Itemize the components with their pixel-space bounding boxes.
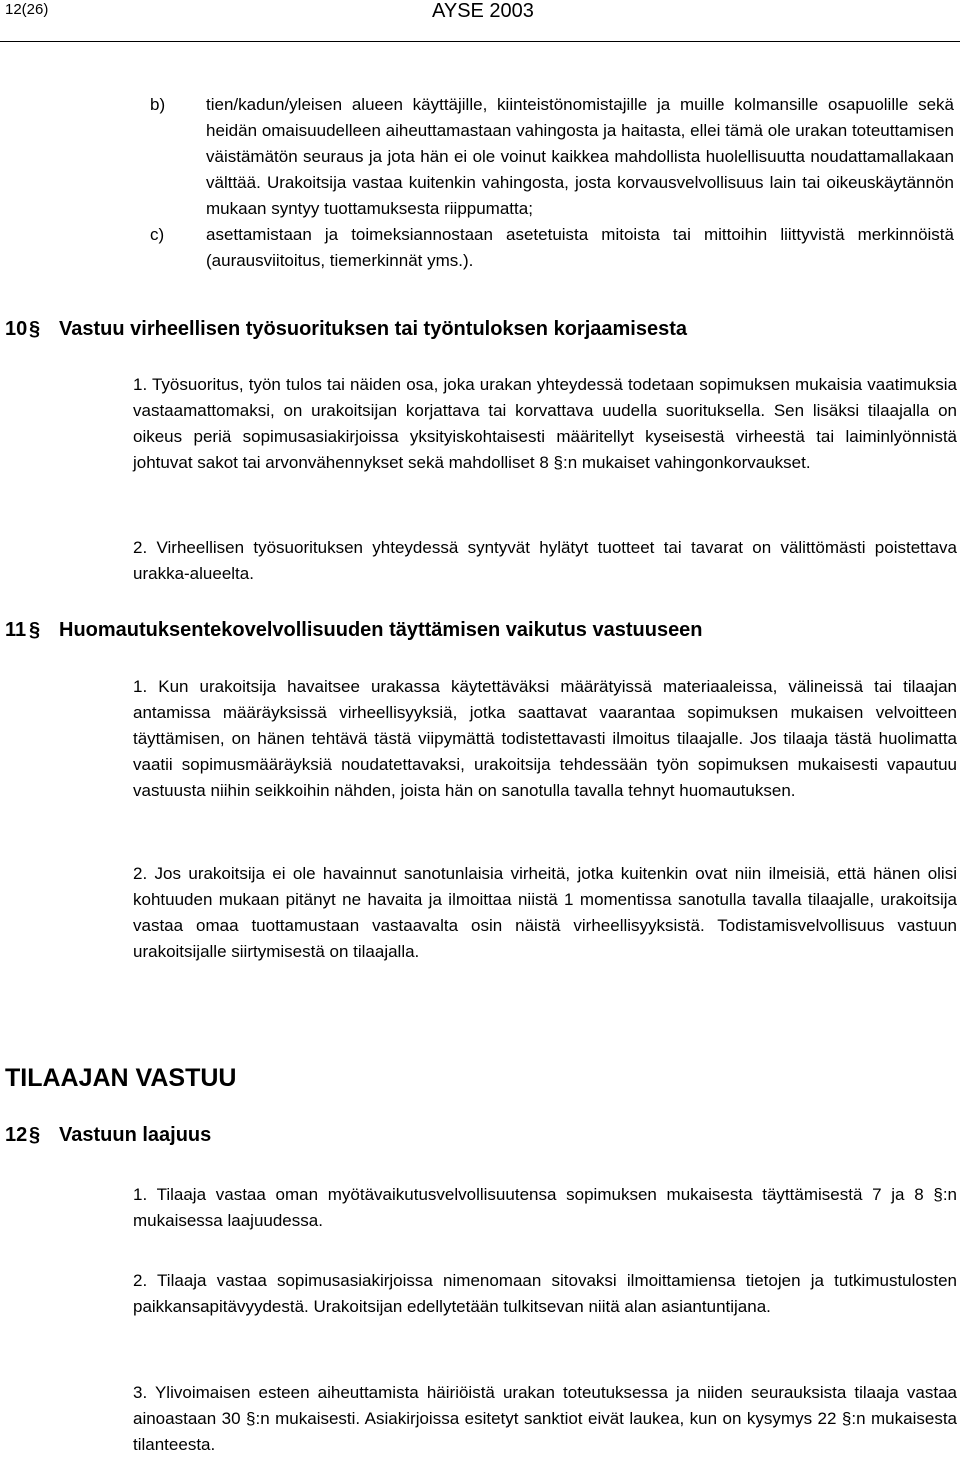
liability-list [0, 92, 960, 274]
list-item-b [0, 92, 960, 222]
paragraph: 2. Tilaaja vastaa sopimusasiakirjoissa nimenomaan sitovaksi ilmoittamiensa tietojen ja tutkimustulosten paikkansapitävyydestä. Urakoitsijan edellytetään tulkitsevan niitä alan asiantuntijana. [133, 1271, 957, 1316]
list-marker: b) [150, 95, 166, 114]
section-number: 10 [5, 318, 28, 340]
section-heading-12 [5, 1124, 211, 1147]
section-heading-11 [5, 619, 703, 642]
list-item-c [0, 222, 960, 274]
section-number: 11 [5, 619, 27, 641]
section-sign: § [29, 318, 41, 340]
paragraph: 1. Työsuoritus, työn tulos tai näiden osa, joka urakan yhteydessä todetaan sopimuksen mukaisia vaatimuksia vastaamattomaksi, on urakoitsijan korjattava tai korvattava uudella suorituksella. Sen lisäksi tilaajalla on oikeus periä sopimusasiakirjoissa yksityiskohtaisesti määritellyt kyseisestä virheestä tai laiminlyönnistä johtuvat sakot tai arvonvähennykset sekä mahdolliset 8 §:n mukaiset vahingonkorvaukset. [133, 375, 957, 472]
list-marker: c) [150, 225, 165, 244]
paragraph: 3. Ylivoimaisen esteen aiheuttamista häiriöistä urakan toteutuksessa ja niiden seurauksista tilaaja vastaa ainoastaan 30 §:n mukaisesti. Asiakirjoissa esitetyt sanktiot eivät laukea, kun on kysymys 22 §:n mukaisesta tilanteesta. [133, 1383, 957, 1454]
chapter-heading: TILAAJAN VASTUU [5, 1064, 237, 1092]
header-rule [0, 41, 960, 42]
section-title: Vastuun laajuus [59, 1124, 212, 1146]
paragraph: 1. Tilaaja vastaa oman myötävaikutusvelvollisuutensa sopimuksen mukaisesta täyttämisestä 7 ja 8 §:n mukaisessa laajuudessa. [133, 1185, 957, 1230]
paragraph: 2. Virheellisen työsuorituksen yhteydessä syntyvät hylätyt tuotteet tai tavarat on välittömästi poistettava urakka-alueelta. [133, 538, 957, 583]
list-item-text: asettamistaan ja toimeksiannostaan asetetuista mitoista tai mittoihin liittyvistä merkinnöistä (aurausviitoitus, tiemerkinnät yms.). [206, 225, 954, 270]
section-title: Vastuu virheellisen työsuorituksen tai työntuloksen korjaamisesta [59, 318, 687, 340]
page-header [0, 0, 960, 42]
section-number: 12 [5, 1124, 28, 1146]
document-title: AYSE 2003 [432, 0, 534, 22]
paragraph: 2. Jos urakoitsija ei ole havainnut sanotunlaisia virheitä, jotka kuitenkin ovat niin ilmeisiä, että hänen olisi kohtuuden mukaan pitänyt ne havaita ja ilmoittaa niistä 1 momentissa sanotulla tavalla tilaajalle, urakoitsija vastaa omaa tuottamustaan vastaavalta osin näistä virheellisyyksistä. Todistamisvelvollisuus vastuun urakoitsijalle siirtymisestä on tilaajalla. [133, 864, 957, 961]
section-title: Huomautuksentekovelvollisuuden täyttämisen vaikutus vastuuseen [59, 619, 703, 641]
section-sign: § [29, 1124, 41, 1146]
page-number: 12(26) [5, 1, 49, 18]
section-sign: § [29, 619, 41, 641]
section-heading-10 [5, 318, 687, 341]
paragraph: 1. Kun urakoitsija havaitsee urakassa käytettäväksi määrätyissä materiaaleissa, välineissä tai tilaajan antamissa määräyksissä virheellisyyksiä, jotka saattavat vaarantaa sopimuksen mukaisen velvoitteen täyttämisen, on hänen tehtävä tästä viipymättä todistettavasti ilmoitus tilaajalle. Jos tilaaja tästä huolimatta vaatii sopimusmääräyksiä noudatettavaksi, urakoitsija tehdessään työn sopimuksen mukaisesti vapautuu vastuusta niihin seikkoihin nähden, joista hän on sanotulla tavalla tehnyt huomautuksen. [133, 677, 957, 800]
list-item-text: tien/kadun/yleisen alueen käyttäjille, kiinteistönomistajille ja muille kolmansille osapuolille sekä heidän omaisuudelleen aiheuttamastaan vahingosta ja haitasta, ellei tämä ole urakan toteuttamisen väistämätön seuraus ja jota hän ei ole voinut kaikkea mahdollista huolellisuutta noudattamallakaan välttää. Urakoitsija vastaa kuitenkin vahingosta, josta korvausvelvollisuus lain tai oikeuskäytännön mukaan syntyy tuottamuksesta riippumatta; [206, 95, 954, 218]
